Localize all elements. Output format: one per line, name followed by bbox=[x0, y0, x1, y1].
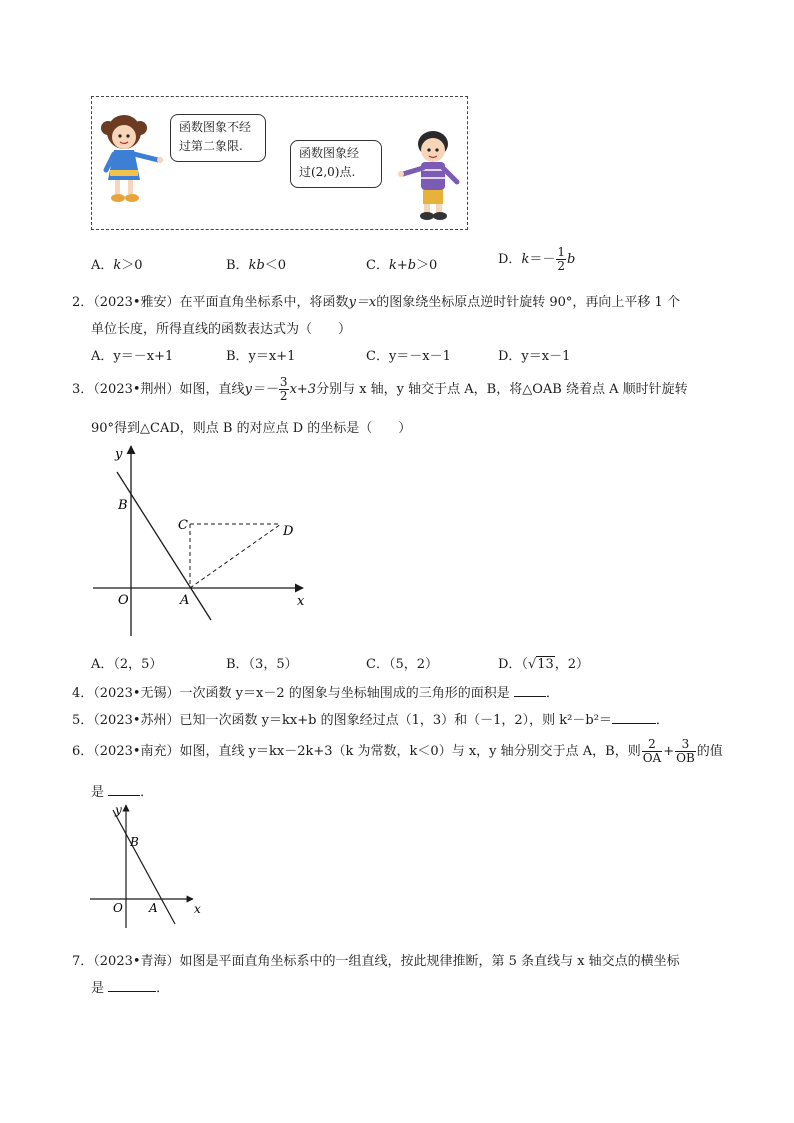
q6-stem-line-1 bbox=[72, 738, 723, 765]
q3-frac-num: 3 bbox=[279, 375, 288, 389]
q3-text-a: 如图，直线 bbox=[179, 382, 245, 397]
q6-frac2-den: OB bbox=[676, 751, 695, 765]
q3-number: 3． bbox=[72, 382, 94, 397]
q3-option-d bbox=[498, 653, 589, 672]
q6-source: （2023•南充） bbox=[93, 744, 180, 759]
q6-plus: + bbox=[663, 744, 675, 759]
q2-option-d: D．y＝x－1 bbox=[498, 349, 571, 364]
q6-label-b: B bbox=[130, 835, 139, 849]
q6-text-end: 的值 bbox=[696, 744, 723, 759]
q4-end: ． bbox=[545, 686, 559, 701]
q1-option-b-var: kb bbox=[248, 258, 265, 273]
q2-option-a: A．y＝－x+1 bbox=[91, 349, 174, 364]
q3-eq-post: x+3 bbox=[289, 382, 317, 397]
q4-source: （2023•无锡） bbox=[93, 686, 180, 701]
q5-text: 已知一次函数 y＝kx+b 的图象经过点（1，3）和（－1，2），则 k²－b²＝ bbox=[179, 713, 612, 728]
q7-source: （2023•青海） bbox=[93, 954, 180, 969]
q3-label-c: C bbox=[178, 518, 188, 533]
q1-option-b-label: B． bbox=[226, 258, 249, 273]
q5-number: 5． bbox=[72, 713, 94, 728]
q3-option-d-sqrt: 13 bbox=[537, 657, 554, 672]
q1-option-c-var: k+b bbox=[388, 258, 417, 273]
q3-option-d-post: ，2） bbox=[554, 657, 590, 672]
girl-speech-bubble bbox=[170, 114, 266, 162]
q4-text: 一次函数 y＝x－2 的图象与坐标轴围成的三角形的面积是 bbox=[179, 686, 510, 701]
q6-label-o: O bbox=[113, 901, 123, 915]
q3-label-x: x bbox=[297, 594, 305, 609]
q3-option-d-pre: D．（ bbox=[498, 657, 528, 672]
q2-eq: y＝x bbox=[348, 295, 377, 310]
q6-line2-text: 是 bbox=[91, 785, 105, 800]
q3-segment-ad bbox=[190, 524, 281, 588]
q6-frac2-num: 3 bbox=[675, 738, 696, 752]
q1-option-d-frac-num: 1 bbox=[557, 245, 565, 259]
boy-speech-bubble bbox=[290, 140, 382, 188]
q1-option-a-var: k bbox=[113, 258, 122, 273]
q1-option-a-label: A． bbox=[91, 258, 114, 273]
q3-label-d: D bbox=[283, 524, 294, 539]
q3-stem-line-1 bbox=[72, 376, 688, 403]
boy-speech-line-1: 函数图象经 bbox=[299, 146, 360, 160]
q1-option-c-label: C． bbox=[366, 258, 389, 273]
q6-number: 6． bbox=[72, 744, 94, 759]
q7-end: ． bbox=[156, 981, 170, 996]
q3-option-a: A．（2，5） bbox=[91, 657, 163, 672]
q6-fraction-1 bbox=[642, 738, 663, 765]
q3-stem-line-2: 90°得到△CAD，则点 B 的对应点 D 的坐标是（ ） bbox=[91, 421, 412, 436]
q6-stem-line-2 bbox=[91, 781, 153, 800]
q1-option-d-var: k bbox=[521, 252, 530, 267]
boy-speech-line-2: 过(2,0)点. bbox=[299, 165, 356, 179]
q1-option-a-rest: ＞0 bbox=[121, 258, 143, 273]
q3-label-b: B bbox=[118, 498, 128, 513]
q2-source: （2023•雅安） bbox=[93, 295, 180, 310]
q3-label-y: y bbox=[115, 447, 123, 462]
q6-end: ． bbox=[140, 785, 154, 800]
q3-option-c: C．（5，2） bbox=[366, 657, 438, 672]
q3-option-d-sqrt-sign: √ bbox=[527, 657, 537, 672]
q6-label-a: A bbox=[149, 901, 158, 915]
q5-end: ． bbox=[655, 713, 669, 728]
q6-frac1-den: OA bbox=[642, 751, 662, 765]
q2-stem-line-2: 单位长度，所得直线的函数表达式为（ ） bbox=[91, 322, 352, 337]
q1-option-b bbox=[226, 254, 286, 273]
q6-text: 如图，直线 y＝kx－2k+3（k 为常数，k＜0）与 x，y 轴分别交于点 A，B，则 bbox=[179, 744, 641, 759]
q7-stem-line-1 bbox=[72, 950, 680, 969]
q3-label-a: A bbox=[180, 593, 190, 608]
q3-eq-pre: y＝－ bbox=[244, 382, 278, 397]
q3-text-b: 分别与 x 轴，y 轴交于点 A，B，将△OAB 绕着点 A 顺时针旋转 bbox=[316, 382, 688, 397]
q3-frac-den: 2 bbox=[279, 389, 288, 403]
q1-option-c bbox=[366, 254, 437, 273]
q7-text: 如图是平面直角坐标系中的一组直线，按此规律推断，第 5 条直线与 x 轴交点的横坐标 bbox=[179, 954, 680, 969]
q6-figure bbox=[85, 800, 210, 935]
q7-stem-line-2 bbox=[91, 977, 169, 996]
q6-label-x: x bbox=[194, 902, 201, 916]
q2-number: 2． bbox=[72, 295, 94, 310]
girl-speech-line-1: 函数图象不经 bbox=[179, 120, 252, 134]
girl-figure bbox=[100, 110, 170, 210]
q6-frac1-num: 2 bbox=[642, 738, 663, 752]
q7-line2-text: 是 bbox=[91, 981, 105, 996]
q1-option-c-rest: ＞0 bbox=[416, 258, 438, 273]
q1-option-d-fraction bbox=[556, 246, 566, 273]
q2-text-a: 在平面直角坐标系中，将函数 bbox=[179, 295, 349, 310]
q6-answer-blank[interactable] bbox=[108, 783, 140, 796]
q2-option-c: C．y＝－x－1 bbox=[366, 349, 451, 364]
q3-eq-fraction bbox=[279, 376, 289, 403]
q3-source: （2023•荆州） bbox=[93, 382, 180, 397]
q1-option-b-rest: ＜0 bbox=[264, 258, 287, 273]
q7-answer-blank[interactable] bbox=[108, 979, 156, 992]
q3-label-o: O bbox=[118, 593, 129, 608]
q4-number: 4． bbox=[72, 686, 94, 701]
q4-stem bbox=[72, 682, 559, 701]
q5-answer-blank[interactable] bbox=[612, 711, 656, 724]
girl-speech-line-2: 过第二象限. bbox=[179, 139, 243, 153]
q1-option-a bbox=[91, 254, 143, 273]
q6-label-y: y bbox=[115, 803, 122, 817]
q5-stem bbox=[72, 709, 669, 728]
q6-fraction-2 bbox=[675, 738, 696, 765]
q1-option-d-frac-den: 2 bbox=[557, 259, 565, 273]
q1-option-d-eq: ＝－ bbox=[529, 252, 556, 267]
q2-option-b: B．y＝x+1 bbox=[226, 349, 296, 364]
q1-option-d-label: D． bbox=[498, 252, 522, 267]
q1-option-d-b: b bbox=[566, 252, 576, 267]
boy-figure bbox=[395, 126, 465, 222]
q2-text-b: 的图象绕坐标原点逆时针旋转 90°，再向上平移 1 个 bbox=[376, 295, 680, 310]
q5-source: （2023•苏州） bbox=[93, 713, 180, 728]
q4-answer-blank[interactable] bbox=[514, 684, 546, 697]
q3-option-b: B．（3，5） bbox=[226, 657, 298, 672]
q7-number: 7． bbox=[72, 954, 94, 969]
q3-figure bbox=[85, 440, 315, 645]
q1-option-d bbox=[498, 246, 575, 273]
q2-stem-line-1 bbox=[72, 291, 680, 310]
